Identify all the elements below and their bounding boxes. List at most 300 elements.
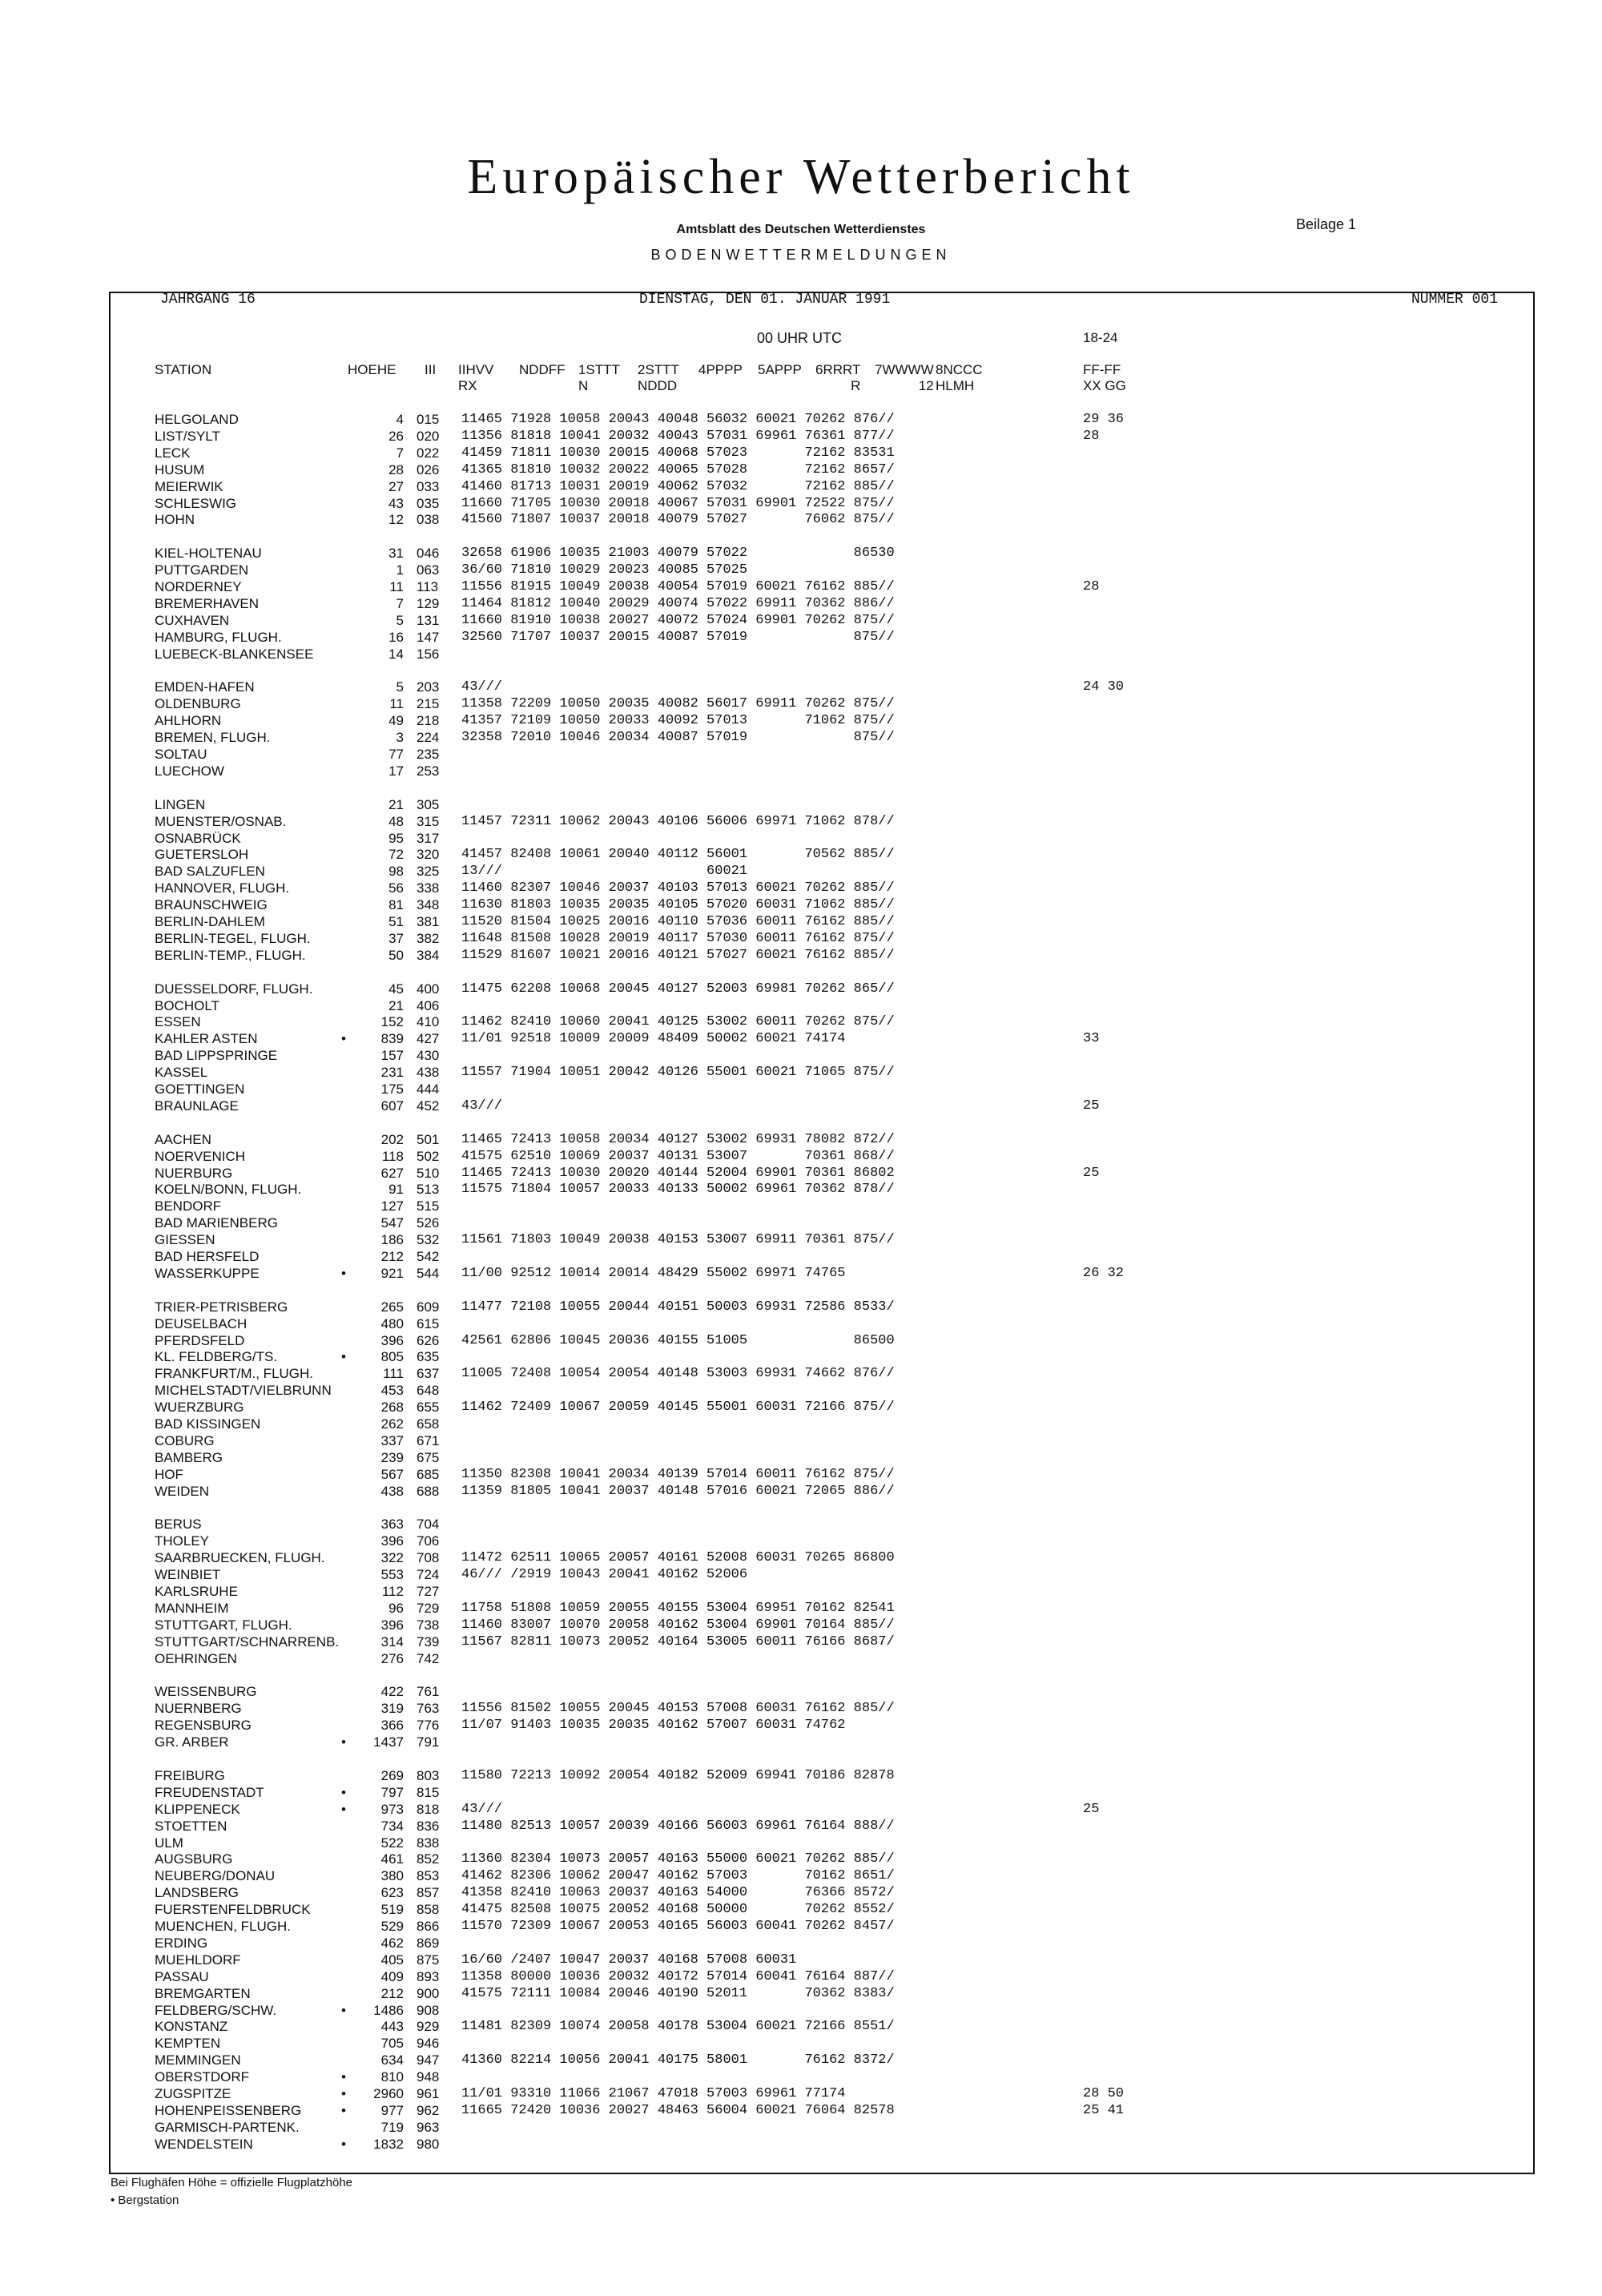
station-index: 658: [417, 1416, 440, 1432]
station-name: HANNOVER, FLUGH.: [155, 880, 290, 896]
station-name: PFERDSFELD: [155, 1332, 245, 1348]
station-height: 462: [380, 1935, 404, 1951]
station-index: 305: [417, 796, 440, 812]
station-height: 443: [380, 2019, 404, 2035]
station-index: 947: [417, 2052, 440, 2068]
station-height: 45: [388, 981, 404, 997]
wind-gust-data: 28: [1083, 428, 1100, 444]
station-index: 526: [417, 1215, 440, 1231]
station-name: OBERSTDORF: [155, 2069, 250, 2085]
station-index: 900: [417, 1985, 440, 2001]
station-name: FREIBURG: [155, 1767, 225, 1783]
station-index: 724: [417, 1567, 440, 1583]
col-group-5: 4PPPP: [698, 362, 743, 377]
station-name: LUECHOW: [155, 763, 224, 779]
station-index: 980: [417, 2136, 440, 2152]
station-height: 805: [380, 1349, 404, 1365]
station-name: ZUGSPITZE: [155, 2086, 231, 2101]
subtitle: Amtsblatt des Deutschen Wetterdienstes: [676, 223, 926, 236]
station-name: WEISSENBURG: [155, 1684, 257, 1700]
synop-codes: 46/// /2919 10043 20041 40162 52006: [461, 1567, 748, 1583]
station-height: 705: [380, 2036, 404, 2052]
station-index: 946: [417, 2036, 440, 2052]
synop-codes: 11556 81915 10049 20038 40054 57019 60021 76162 885//: [461, 579, 895, 594]
station-height: 276: [380, 1650, 404, 1666]
station-index: 739: [417, 1633, 440, 1649]
mountain-station-marker: •: [341, 1801, 346, 1817]
station-index: 501: [417, 1131, 440, 1147]
synop-codes: 11358 80000 10036 20032 40172 57014 60041 76164 887//: [461, 1968, 895, 1984]
station-height: 231: [380, 1065, 404, 1081]
station-name: KEMPTEN: [155, 2036, 221, 2052]
station-height: 27: [388, 478, 404, 494]
station-index: 961: [417, 2086, 440, 2101]
station-name: BERLIN-DAHLEM: [155, 914, 265, 929]
station-height: 5: [396, 679, 404, 695]
station-name: NUERNBERG: [155, 1701, 242, 1717]
station-name: BAMBERG: [155, 1449, 223, 1465]
station-height: 239: [380, 1449, 404, 1465]
col-hoehe: HOEHE: [348, 362, 396, 377]
station-height: 212: [380, 1985, 404, 2001]
wind-gust-data: 25: [1083, 1098, 1100, 1114]
synop-codes: 11356 81818 10041 20032 40043 57031 69961 76361 877//: [461, 428, 895, 444]
synop-codes: 11472 62511 10065 20057 40161 52008 60031 70265 86800: [461, 1550, 895, 1566]
mountain-station-marker: •: [341, 2102, 346, 2118]
mountain-station-marker: •: [341, 1784, 346, 1800]
station-name: GOETTINGEN: [155, 1082, 245, 1097]
station-index: 706: [417, 1533, 440, 1549]
mountain-station-marker: •: [341, 2002, 346, 2018]
station-index: 635: [417, 1349, 440, 1365]
station-index: 113: [417, 579, 439, 594]
station-index: 708: [417, 1550, 440, 1566]
wind-gust-data: 33: [1083, 1031, 1100, 1047]
station-index: 688: [417, 1483, 440, 1499]
station-height: 921: [380, 1265, 404, 1281]
station-index: 147: [417, 629, 440, 645]
station-index: 513: [417, 1182, 440, 1198]
station-height: 16: [388, 629, 404, 645]
synop-codes: 11005 72408 10054 20054 40148 53003 69931 74662 876//: [461, 1366, 895, 1382]
station-index: 406: [417, 997, 440, 1013]
wind-gust-data: 25: [1083, 1165, 1100, 1181]
station-height: 810: [380, 2069, 404, 2085]
station-height: 547: [380, 1215, 404, 1231]
station-height: 461: [380, 1851, 404, 1867]
station-name: GR. ARBER: [155, 1734, 229, 1750]
station-index: 704: [417, 1517, 440, 1533]
station-height: 56: [388, 880, 404, 896]
station-name: LIST/SYLT: [155, 428, 220, 444]
col-group-6: 5APPP: [758, 362, 802, 377]
station-height: 175: [380, 1082, 404, 1097]
footnote-mountain: • Bergstation: [111, 2193, 179, 2207]
station-name: KARLSRUHE: [155, 1584, 238, 1599]
synop-codes: 41360 82214 10056 20041 40175 58001 76162 8372/: [461, 2052, 895, 2068]
station-name: BREMEN, FLUGH.: [155, 730, 271, 746]
col-group-1: IIHVV RX: [458, 362, 494, 393]
station-height: 7: [396, 445, 404, 461]
station-name: LANDSBERG: [155, 1885, 239, 1901]
station-name: STUTTGART, FLUGH.: [155, 1617, 292, 1633]
station-height: 202: [380, 1131, 404, 1147]
station-name: MUEHLDORF: [155, 1952, 241, 1968]
station-name: MEMMINGEN: [155, 2052, 241, 2068]
station-name: BREMGARTEN: [155, 1985, 251, 2001]
station-height: 212: [380, 1249, 404, 1264]
station-index: 648: [417, 1383, 440, 1399]
station-name: MUENSTER/OSNAB.: [155, 813, 287, 829]
synop-codes: 11477 72108 10055 20044 40151 50003 69931 72586 8533/: [461, 1299, 895, 1315]
station-name: DUESSELDORF, FLUGH.: [155, 981, 313, 997]
station-name: WEINBIET: [155, 1567, 221, 1583]
volume-label: JAHRGANG 16: [160, 292, 256, 308]
station-name: KLIPPENECK: [155, 1801, 240, 1817]
station-index: 857: [417, 1885, 440, 1901]
synop-codes: 41357 72109 10050 20033 40092 57013 71062 875//: [461, 713, 895, 729]
station-name: SOLTAU: [155, 747, 207, 762]
station-height: 5: [396, 612, 404, 628]
station-index: 542: [417, 1249, 440, 1264]
station-index: 510: [417, 1165, 440, 1181]
station-index: 444: [417, 1082, 440, 1097]
synop-codes: 41575 62510 10069 20037 40131 53007 70361 868//: [461, 1148, 895, 1164]
station-index: 218: [417, 713, 440, 729]
station-name: OLDENBURG: [155, 696, 241, 712]
station-height: 72: [388, 847, 404, 863]
station-name: AHLHORN: [155, 713, 222, 729]
mountain-station-marker: •: [341, 1265, 346, 1281]
station-height: 51: [388, 914, 404, 929]
station-index: 852: [417, 1851, 440, 1867]
station-name: EMDEN-HAFEN: [155, 679, 255, 695]
station-index: 929: [417, 2019, 440, 2035]
station-height: 77: [388, 747, 404, 762]
col-group-8: 7WWWW 12: [875, 362, 934, 393]
station-index: 962: [417, 2102, 440, 2118]
station-index: 131: [417, 612, 440, 628]
station-index: 544: [417, 1265, 440, 1281]
station-height: 366: [380, 1718, 404, 1734]
synop-codes: 43///: [461, 679, 503, 695]
station-index: 869: [417, 1935, 440, 1951]
station-index: 866: [417, 1919, 440, 1934]
station-index: 253: [417, 763, 440, 779]
station-height: 98: [388, 864, 404, 880]
station-height: 453: [380, 1383, 404, 1399]
synop-codes: 11648 81508 10028 20019 40117 57030 60011 76162 875//: [461, 930, 895, 946]
station-index: 763: [417, 1701, 440, 1717]
col-group-7: 6RRRT R: [815, 362, 861, 393]
station-index: 963: [417, 2119, 440, 2135]
station-index: 410: [417, 1014, 440, 1030]
synop-codes: 11465 72413 10030 20020 40144 52004 69901 70361 86802: [461, 1165, 895, 1181]
station-index: 348: [417, 897, 440, 913]
synop-codes: 11561 71803 10049 20038 40153 53007 69911 70361 875//: [461, 1232, 895, 1248]
station-height: 422: [380, 1684, 404, 1700]
station-name: WENDELSTEIN: [155, 2136, 253, 2152]
station-height: 157: [380, 1048, 404, 1064]
station-index: 791: [417, 1734, 440, 1750]
synop-codes: 41462 82306 10062 20047 40162 57003 70162 8651/: [461, 1868, 895, 1884]
station-height: 81: [388, 897, 404, 913]
station-name: MEIERWIK: [155, 478, 223, 494]
station-height: 839: [380, 1031, 404, 1047]
station-name: OEHRINGEN: [155, 1650, 237, 1666]
station-height: 973: [380, 1801, 404, 1817]
station-name: DEUSELBACH: [155, 1315, 248, 1331]
station-name: HAMBURG, FLUGH.: [155, 629, 282, 645]
station-height: 363: [380, 1517, 404, 1533]
station-index: 875: [417, 1952, 440, 1968]
synop-codes: 41358 82410 10063 20037 40163 54000 76366 8572/: [461, 1885, 895, 1901]
station-name: BOCHOLT: [155, 997, 219, 1013]
station-height: 409: [380, 1968, 404, 1984]
station-height: 396: [380, 1533, 404, 1549]
station-height: 380: [380, 1868, 404, 1884]
station-name: HUSUM: [155, 461, 205, 477]
station-height: 607: [380, 1098, 404, 1114]
station-name: NOERVENICH: [155, 1148, 246, 1164]
station-index: 038: [417, 512, 440, 528]
station-height: 26: [388, 428, 404, 444]
synop-codes: 11350 82308 10041 20034 40139 57014 60011 76162 875//: [461, 1466, 895, 1482]
station-index: 803: [417, 1767, 440, 1783]
station-height: 21: [388, 796, 404, 812]
station-index: 838: [417, 1835, 440, 1851]
synop-codes: 11/01 92518 10009 20009 48409 50002 60021 74174: [461, 1031, 846, 1047]
footnote-airport: Bei Flughäfen Höhe = offizielle Flugplatzhöhe: [111, 2176, 353, 2189]
station-index: 020: [417, 428, 440, 444]
station-name: LECK: [155, 445, 191, 461]
synop-codes: 11/01 93310 11066 21067 47018 57003 69961 77174: [461, 2086, 846, 2101]
station-name: BERLIN-TEGEL, FLUGH.: [155, 930, 311, 946]
synop-codes: 11529 81607 10021 20016 40121 57027 60021 76162 885//: [461, 947, 895, 963]
station-index: 858: [417, 1902, 440, 1918]
station-height: 95: [388, 830, 404, 846]
station-name: HOHENPEISSENBERG: [155, 2102, 302, 2118]
col-group-4: 2STTT NDDD: [638, 362, 679, 393]
synop-codes: 11457 72311 10062 20043 40106 56006 69971 71062 878//: [461, 813, 895, 829]
station-index: 317: [417, 830, 440, 846]
synop-codes: 41457 82408 10061 20040 40112 56001 70562 885//: [461, 847, 895, 863]
supplement-label: Beilage 1: [1296, 216, 1357, 232]
station-index: 015: [417, 412, 440, 427]
station-name: BRAUNSCHWEIG: [155, 897, 268, 913]
station-name: BERLIN-TEMP., FLUGH.: [155, 947, 306, 963]
synop-codes: 41459 71811 10030 20015 40068 57023 72162 83531: [461, 445, 895, 461]
station-name: FELDBERG/SCHW.: [155, 2002, 277, 2018]
station-name: OSNABRÜCK: [155, 830, 241, 846]
station-name: BAD MARIENBERG: [155, 1215, 278, 1231]
wind-gust-data: 25: [1083, 1801, 1100, 1817]
station-height: 4: [396, 412, 404, 427]
synop-codes: 11660 81910 10038 20027 40072 57024 69901 70262 875//: [461, 612, 895, 628]
synop-codes: 11464 81812 10040 20029 40074 57022 69911 70362 886//: [461, 595, 895, 611]
station-height: 396: [380, 1617, 404, 1633]
issue-number: NUMMER 001: [1411, 292, 1499, 308]
synop-codes: 32658 61906 10035 21003 40079 57022 86530: [461, 546, 895, 562]
synop-codes: 43///: [461, 1098, 503, 1114]
station-height: 49: [388, 713, 404, 729]
station-height: 553: [380, 1567, 404, 1583]
wind-gust-data: 28 50: [1083, 2086, 1125, 2101]
station-index: 438: [417, 1065, 440, 1081]
section-title: BODENWETTERMELDUNGEN: [650, 247, 952, 263]
station-index: 430: [417, 1048, 440, 1064]
station-index: 400: [417, 981, 440, 997]
station-name: BENDORF: [155, 1198, 222, 1214]
station-height: 319: [380, 1701, 404, 1717]
station-name: BRAUNLAGE: [155, 1098, 239, 1114]
station-index: 063: [417, 562, 440, 578]
station-index: 836: [417, 1818, 440, 1834]
station-height: 797: [380, 1784, 404, 1800]
station-height: 127: [380, 1198, 404, 1214]
col-group-2: NDDFF: [519, 362, 566, 377]
station-height: 111: [383, 1366, 404, 1382]
synop-codes: 11462 72409 10067 20059 40145 55001 60031 72166 875//: [461, 1400, 895, 1416]
page-title: Europäischer Wetterbericht: [467, 150, 1135, 204]
mountain-station-marker: •: [341, 2136, 346, 2152]
station-index: 609: [417, 1299, 440, 1315]
synop-codes: 11630 81803 10035 20035 40105 57020 60031 71062 885//: [461, 897, 895, 913]
station-index: 727: [417, 1584, 440, 1599]
station-index: 729: [417, 1600, 440, 1616]
station-index: 235: [417, 747, 440, 762]
station-index: 381: [417, 914, 440, 929]
station-height: 322: [380, 1550, 404, 1566]
col-group-9: 8NCCC HLMH: [936, 362, 983, 393]
synop-codes: 11359 81805 10041 20037 40148 57016 60021 72065 886//: [461, 1483, 895, 1499]
station-height: 314: [380, 1633, 404, 1649]
synop-codes: 11/00 92512 10014 20014 48429 55002 69971 74765: [461, 1265, 846, 1281]
station-name: PUTTGARDEN: [155, 562, 249, 578]
synop-codes: 16/60 /2407 10047 20037 40168 57008 60031: [461, 1952, 797, 1968]
station-name: WEIDEN: [155, 1483, 209, 1499]
station-index: 818: [417, 1801, 440, 1817]
wind-gust-data: 26 32: [1083, 1265, 1125, 1281]
station-index: 637: [417, 1366, 440, 1382]
station-name: CUXHAVEN: [155, 612, 230, 628]
station-name: KONSTANZ: [155, 2019, 228, 2035]
station-index: 320: [417, 847, 440, 863]
station-name: FREUDENSTADT: [155, 1784, 264, 1800]
station-height: 11: [389, 696, 404, 712]
mountain-station-marker: •: [341, 2086, 346, 2101]
station-name: ULM: [155, 1835, 183, 1851]
synop-codes: 11758 51808 10059 20055 40155 53004 69951 70162 82541: [461, 1600, 895, 1616]
synop-codes: 11575 71804 10057 20033 40133 50002 69961 70362 878//: [461, 1182, 895, 1198]
station-index: 382: [417, 930, 440, 946]
station-height: 265: [380, 1299, 404, 1315]
station-height: 37: [388, 930, 404, 946]
synop-codes: 43///: [461, 1801, 503, 1817]
station-height: 522: [380, 1835, 404, 1851]
synop-codes: 11660 71705 10030 20018 40067 57031 69901 72522 875//: [461, 495, 895, 511]
station-index: 384: [417, 947, 440, 963]
station-index: 626: [417, 1332, 440, 1348]
station-height: 1437: [373, 1734, 404, 1750]
wind-gust-data: 29 36: [1083, 412, 1125, 427]
station-height: 50: [388, 947, 404, 963]
station-name: BAD LIPPSPRINGE: [155, 1048, 278, 1064]
date-label: DIENSTAG, DEN 01. JANUAR 1991: [639, 292, 891, 308]
station-name: KAHLER ASTEN: [155, 1031, 258, 1047]
station-name: HOHN: [155, 512, 195, 528]
station-index: 156: [417, 646, 440, 662]
station-name: NUERBURG: [155, 1165, 233, 1181]
station-name: LUEBECK-BLANKENSEE: [155, 646, 314, 662]
synop-codes: 11475 62208 10068 20045 40127 52003 69981 70262 865//: [461, 981, 895, 997]
station-height: 186: [380, 1232, 404, 1248]
synop-codes: 11/07 91403 10035 20035 40162 57007 60031 74762: [461, 1718, 846, 1734]
station-height: 118: [381, 1148, 404, 1164]
station-name: MICHELSTADT/VIELBRUNN: [155, 1383, 332, 1399]
synop-codes: 42561 62806 10045 20036 40155 51005 86500: [461, 1332, 895, 1348]
wind-gust-data: 24 30: [1083, 679, 1125, 695]
station-index: 026: [417, 461, 440, 477]
station-index: 738: [417, 1617, 440, 1633]
mountain-station-marker: •: [341, 1031, 346, 1047]
station-height: 480: [380, 1315, 404, 1331]
wind-gust-data: 25 41: [1083, 2102, 1125, 2118]
synop-codes: 41575 72111 10084 20046 40190 52011 70362 8383/: [461, 1985, 895, 2001]
station-name: PASSAU: [155, 1968, 209, 1984]
station-index: 615: [417, 1315, 440, 1331]
station-height: 12: [388, 512, 404, 528]
station-name: MANNHEIM: [155, 1600, 229, 1616]
station-name: GARMISCH-PARTENK.: [155, 2119, 300, 2135]
station-index: 452: [417, 1098, 440, 1114]
synop-codes: 11460 83007 10070 20058 40162 53004 69901 70164 885//: [461, 1617, 895, 1633]
synop-codes: 11465 72413 10058 20034 40127 53002 69931 78082 872//: [461, 1131, 895, 1147]
station-height: 268: [380, 1400, 404, 1416]
station-index: 129: [417, 595, 440, 611]
station-index: 022: [417, 445, 440, 461]
station-height: 719: [380, 2119, 404, 2135]
station-name: WUERZBURG: [155, 1400, 244, 1416]
mountain-station-marker: •: [341, 1734, 346, 1750]
synop-codes: 11360 82304 10073 20057 40163 55000 60021 70262 885//: [461, 1851, 895, 1867]
station-name: NEUBERG/DONAU: [155, 1868, 276, 1884]
station-name: GUETERSLOH: [155, 847, 249, 863]
station-name: HELGOLAND: [155, 412, 239, 427]
synop-codes: 11480 82513 10057 20039 40166 56003 69961 76164 888//: [461, 1818, 895, 1834]
station-height: 634: [380, 2052, 404, 2068]
synop-codes: 11580 72213 10092 20054 40182 52009 69941 70186 82878: [461, 1767, 895, 1783]
synop-codes: 11557 71904 10051 20042 40126 55001 60021 71065 875//: [461, 1065, 895, 1081]
synop-codes: 36/60 71810 10029 20023 40085 57025: [461, 562, 748, 578]
synop-codes: 11520 81504 10025 20016 40110 57036 60011 76162 885//: [461, 914, 895, 929]
col-iii: III: [425, 362, 437, 377]
station-index: 215: [417, 696, 440, 712]
station-index: 776: [417, 1718, 440, 1734]
synop-codes: 41365 81810 10032 20022 40065 57028 72162 8657/: [461, 461, 895, 477]
station-name: BREMERHAVEN: [155, 595, 260, 611]
station-name: STUTTGART/SCHNARRENB.: [155, 1633, 340, 1649]
station-name: BERUS: [155, 1517, 202, 1533]
station-index: 908: [417, 2002, 440, 2018]
station-name: STOETTEN: [155, 1818, 227, 1834]
station-name: REGENSBURG: [155, 1718, 252, 1734]
station-name: KASSEL: [155, 1065, 208, 1081]
station-height: 623: [380, 1885, 404, 1901]
station-name: BAD KISSINGEN: [155, 1416, 261, 1432]
station-height: 1832: [373, 2136, 404, 2152]
station-height: 11: [389, 579, 404, 594]
